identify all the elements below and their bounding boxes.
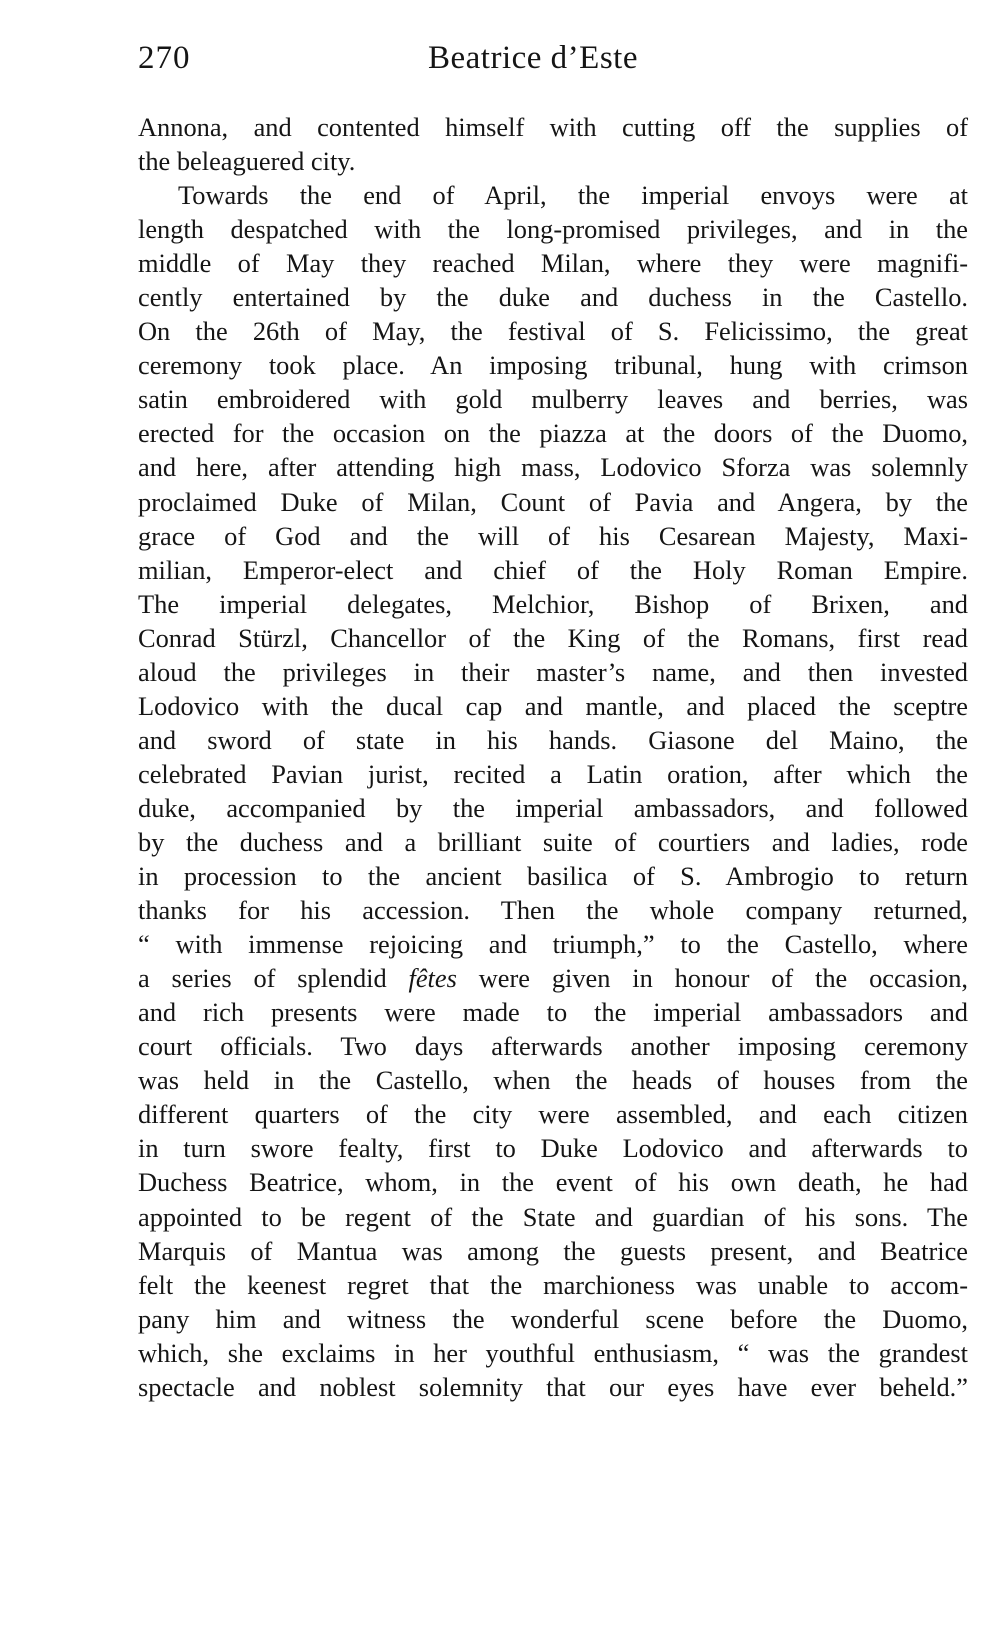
text-line: ceremony took place. An imposing tribunal, hung with crimson [138,350,968,381]
text-line: by the duchess and a brilliant suite of courtiers and ladies, rode [138,826,968,857]
text-line: Marquis of Mantua was among the guests present, and Beatrice [138,1235,968,1266]
text-line: pany him and witness the wonderful scene before the Duomo, [138,1303,968,1334]
text-line: felt the keenest regret that the marchioness was unable to accom- [138,1269,968,1300]
text-line: duke, accompanied by the imperial ambassadors, and followed [138,792,968,823]
text-line: Lodovico with the ducal cap and mantle, and placed the sceptre [138,690,968,721]
text-line: satin embroidered with gold mulberry leaves and berries, was [138,384,968,415]
text-segment: a series of splendid [138,963,387,994]
text-line: middle of May they reached Milan, where they were magnifi- [138,248,968,279]
text-line: thanks for his accession. Then the whole company returned, [138,895,968,926]
text-line: spectacle and noblest solemnity that our eyes have ever beheld.” [138,1371,968,1402]
text-line: The imperial delegates, Melchior, Bishop of Brixen, and [138,588,968,619]
text-line: the beleaguered city. [138,146,356,177]
text-line: length despatched with the long-promised privileges, and in the [138,214,968,245]
text-line: was held in the Castello, when the heads of houses from the [138,1065,968,1096]
text-line-fetes [138,961,968,995]
text-line: aloud the privileges in their master’s name, and then invested [138,656,968,687]
text-line: in turn swore fealty, first to Duke Lodovico and afterwards to [138,1133,968,1164]
text-line: milian, Emperor-elect and chief of the Holy Roman Empire. [138,554,968,585]
text-line: On the 26th of May, the festival of S. Felicissimo, the great [138,316,968,347]
page-header [138,40,968,90]
text-segment: were given in honour of the occasion, [478,963,968,994]
text-line: appointed to be regent of the State and guardian of his sons. The [138,1201,968,1232]
text-line: Annona, and contented himself with cutting off the supplies of [138,112,968,142]
text-line: grace of God and the will of his Cesarean Majesty, Maxi- [138,520,968,551]
text-line: Duchess Beatrice, whom, in the event of his own death, he had [138,1167,968,1198]
text-line: court officials. Two days afterwards another imposing ceremony [138,1031,968,1062]
text-line: celebrated Pavian jurist, recited a Latin oration, after which the [138,758,968,789]
text-line: proclaimed Duke of Milan, Count of Pavia and Angera, by the [138,486,968,517]
text-line: which, she exclaims in her youthful enthusiasm, “ was the grandest [138,1337,968,1368]
text-line: different quarters of the city were assembled, and each citizen [138,1099,968,1130]
page-number: 270 [138,40,191,76]
italic-word: fêtes [408,963,457,994]
text-line: Conrad Stürzl, Chancellor of the King of the Romans, first read [138,622,968,653]
text-line: in procession to the ancient basilica of S. Ambrogio to return [138,861,968,892]
text-line: erected for the occasion on the piazza at the doors of the Duomo, [138,418,968,449]
text-line: and rich presents were made to the imperial ambassadors and [138,997,968,1028]
text-line: and here, after attending high mass, Lodovico Sforza was solemnly [138,452,968,483]
running-title: Beatrice d’Este [428,40,638,76]
text-line: and sword of state in his hands. Giasone del Maino, the [138,724,968,755]
text-line: Towards the end of April, the imperial envoys were at [178,180,968,211]
text-line: cently entertained by the duke and duchess in the Castello. [138,282,968,313]
body-text [138,110,968,1404]
text-line: “ with immense rejoicing and triumph,” to the Castello, where [138,929,968,960]
